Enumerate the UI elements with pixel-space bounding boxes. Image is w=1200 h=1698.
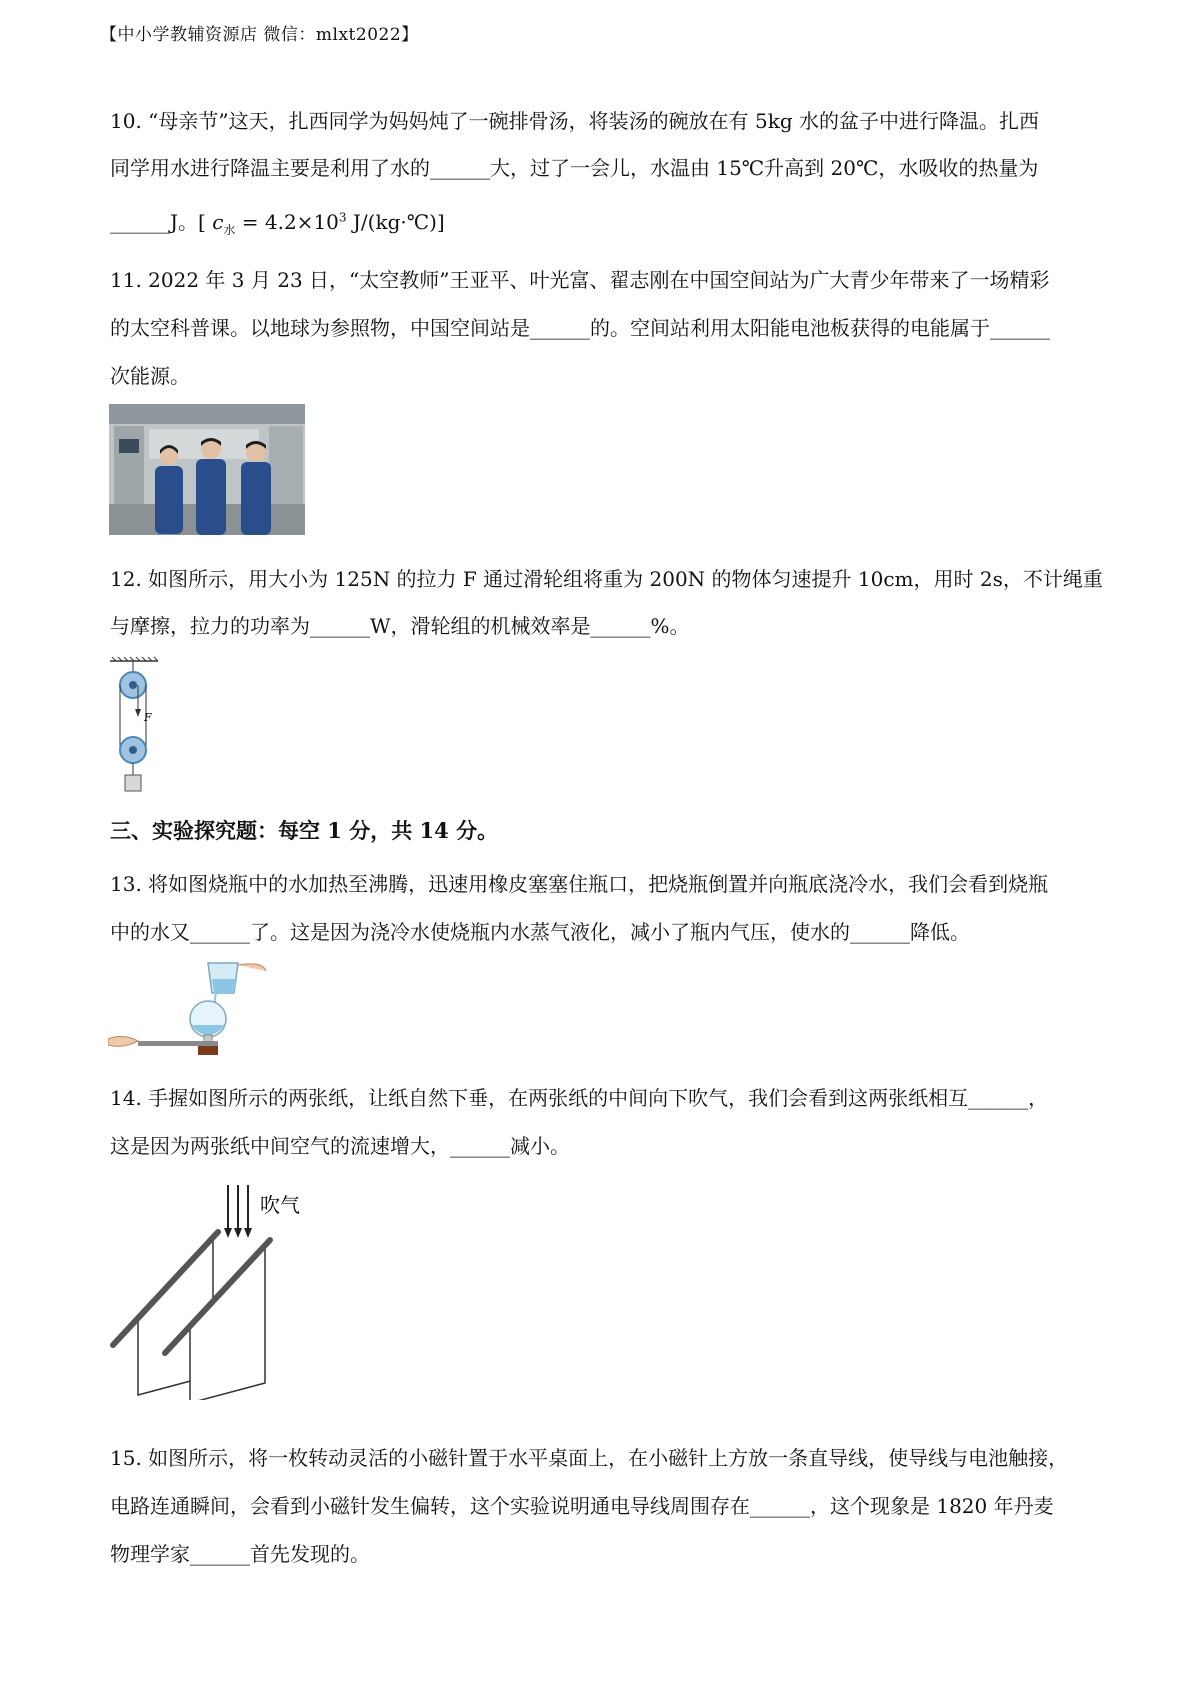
q15-line3: 物理学家______首先发现的。 <box>110 1542 370 1566</box>
q10-line1: 10. “母亲节”这天，扎西同学为妈妈炖了一碗排骨汤，将装汤的碗放在有 5kg 水的盆子中进行降温。扎西 <box>110 109 1039 133</box>
q12-line1: 12. 如图所示，用大小为 125N 的拉力 F 通过滑轮组将重为 200N 的物体匀速提升 10cm，用时 2s，不计绳重 <box>110 567 1103 591</box>
q13-line1: 13. 将如图烧瓶中的水加热至沸腾，迅速用橡皮塞塞住瓶口，把烧瓶倒置并向瓶底浇冷水，我们会看到烧瓶 <box>110 872 1049 896</box>
q10-line3-c: J/(kg·℃)] <box>346 210 445 234</box>
specific-heat-subscript: 水 <box>223 223 236 237</box>
q10-line3 <box>110 206 1100 238</box>
q14-line1: 14. 手握如图所示的两张纸，让纸自然下垂，在两张纸的中间向下吹气，我们会看到这两张纸相互______， <box>110 1086 1049 1110</box>
q12-line2: 与摩擦，拉力的功率为______W，滑轮组的机械效率是______%。 <box>110 614 690 638</box>
pulley-figure <box>108 655 168 795</box>
q15-line2: 电路连通瞬间，会看到小磁针发生偏转，这个实验说明通电导线周围存在______，这个现象是 1820 年丹麦 <box>110 1494 1054 1518</box>
q10-line3-a: ______J。[ <box>110 210 213 234</box>
q10-line3-b: = 4.2×10 <box>235 210 339 234</box>
flask-figure <box>108 955 268 1055</box>
q14-line2: 这是因为两张纸中间空气的流速增大，______减小。 <box>110 1134 570 1158</box>
q11-line2: 的太空科普课。以地球为参照物，中国空间站是______的。空间站利用太阳能电池板获得的电能属于______ <box>110 316 1050 340</box>
space-station-photo <box>109 404 305 535</box>
section-heading: 三、实验探究题：每空 1 分，共 14 分。 <box>110 818 499 843</box>
specific-heat-symbol: c <box>212 210 224 234</box>
q15-line1: 15. 如图所示，将一枚转动灵活的小磁针置于水平桌面上，在小磁针上方放一条直导线，使导线与电池触接， <box>110 1446 1069 1470</box>
blow-label: 吹气 <box>260 1193 300 1217</box>
exponent: 3 <box>338 210 347 225</box>
paper-figure <box>108 1180 328 1400</box>
q10-line2: 同学用水进行降温主要是利用了水的______大，过了一会儿，水温由 15℃升高到 20℃，水吸收的热量为 <box>110 156 1039 180</box>
force-label: F <box>144 711 152 724</box>
header-watermark: 【中小学教辅资源店 微信：mlxt2022】 <box>100 25 419 45</box>
q13-line2: 中的水又______了。这是因为浇冷水使烧瓶内水蒸气液化，减小了瓶内气压，使水的______降低。 <box>110 920 970 944</box>
q11-line3: 次能源。 <box>110 364 190 388</box>
q11-line1: 11. 2022 年 3 月 23 日，“太空教师”王亚平、叶光富、翟志刚在中国空间站为广大青少年带来了一场精彩 <box>110 268 1050 292</box>
